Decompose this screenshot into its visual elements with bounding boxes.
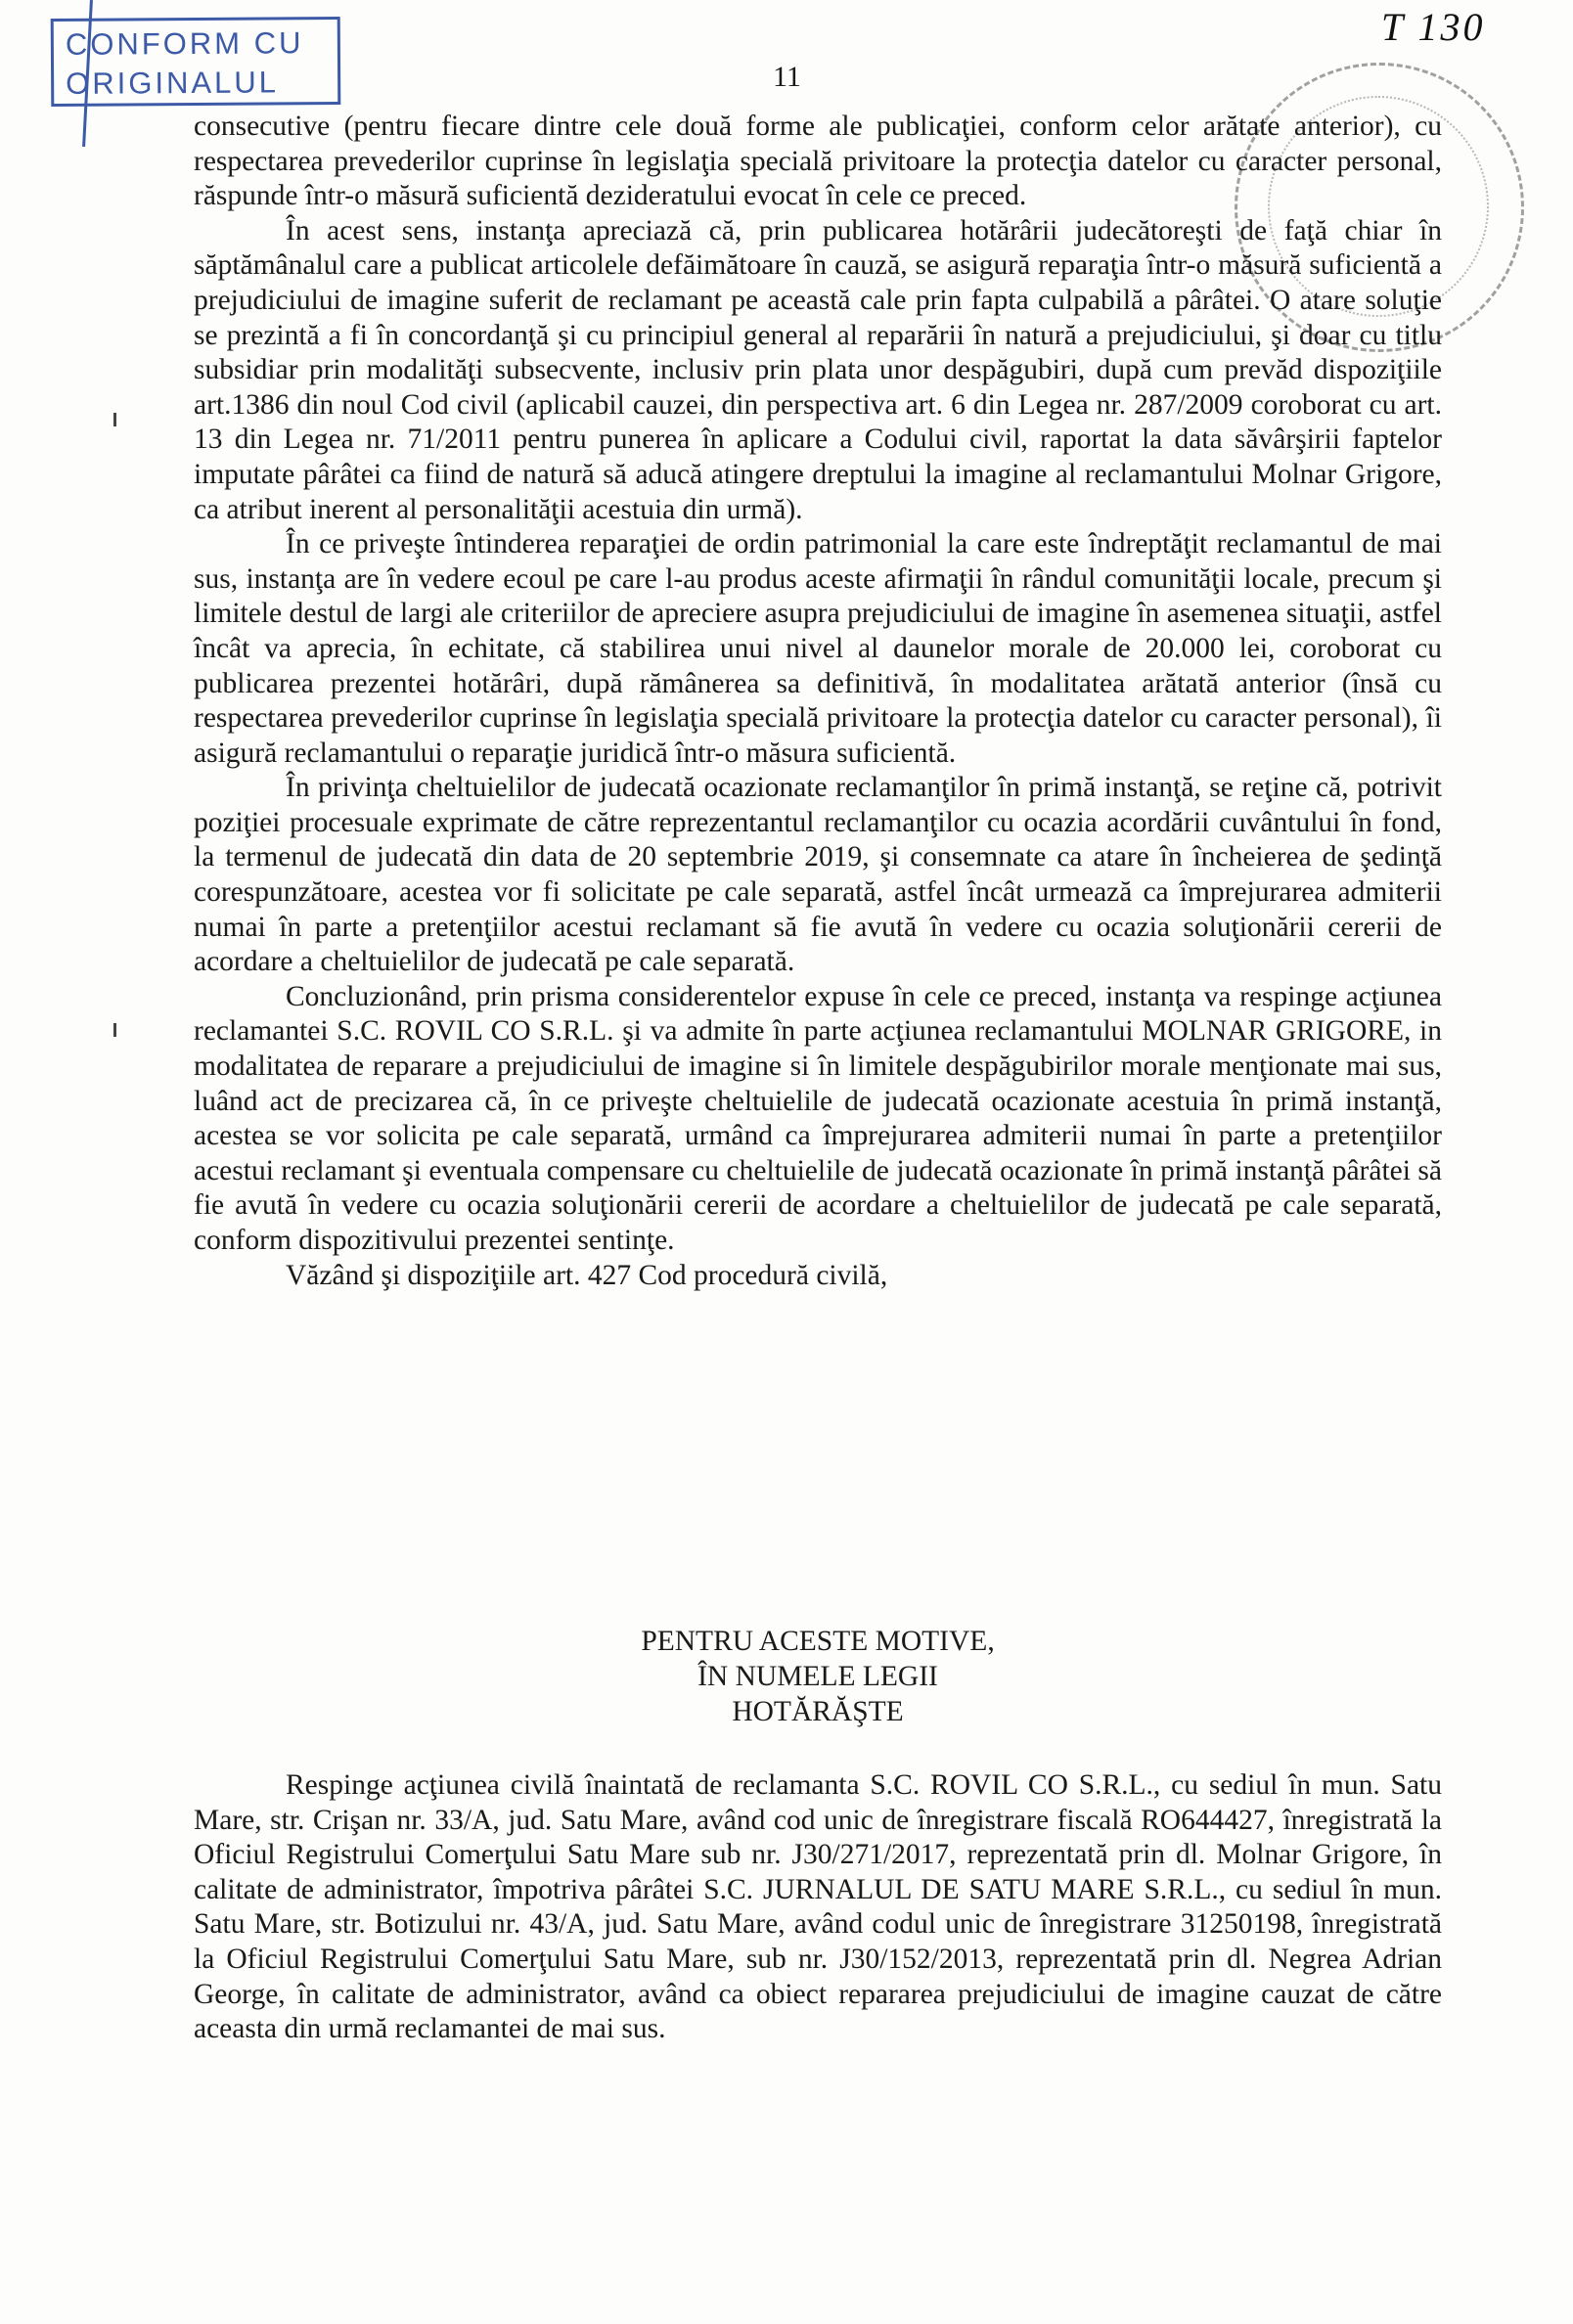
stamp-line-2: ORIGINALUL <box>66 65 280 101</box>
stamp-line-1: CONFORM CU <box>65 25 304 62</box>
paragraph-4: În privinţa cheltuielilor de judecată ocazionate reclamanţilor în primă instanţă, se reţine că, potrivit poziţiei procesuale exprimate de către reprezentantul reclamanţilor cu ocazia acordării cuvântului în fond, la termenul de judecată din data de 20 septembrie 2019, şi consemnate ca atare în încheierea de şedinţă corespunzătoare, acestea vor fi solicitate pe cale separată, astfel încât urmează ca împrejurarea admiterii numai în parte a pretenţiilor acestui reclamant să fie avută în vedere cu ocazia soluţionării cererii de acordare a cheltuielilor de judecată pe cale separată. <box>194 772 1442 978</box>
heading-line-3: HOTĂRĂŞTE <box>732 1696 904 1727</box>
heading-line-2: ÎN NUMELE LEGII <box>697 1661 938 1692</box>
paragraph-6: Văzând şi dispoziţiile art. 427 Cod procedură civilă, <box>286 1259 888 1291</box>
body-text <box>194 110 1442 1293</box>
decision-heading <box>194 1624 1442 1729</box>
heading-line-1: PENTRU ACESTE MOTIVE, <box>641 1626 995 1657</box>
margin-scan-mark <box>113 1023 116 1037</box>
conform-cu-originalul-stamp <box>51 17 341 107</box>
paragraph-5: Concluzionând, prin prisma considerentelor expuse în cele ce preced, instanţa va respinge acţiunea reclamantei S.C. ROVIL CO S.R.L. şi va admite în parte acţiunea reclamantului MOLNAR GRIGORE, in modalitatea de reparare a prejudiciului de imagine si în limitele despăgubirilor morale menţionate mai sus, luând act de precizarea că, în ce priveşte cheltuielile de judecată ocazionate acestuia în primă instanţă, acestea se vor solicita pe cale separată, urmând ca împrejurarea admiterii numai în parte a pretenţiilor acestui reclamant şi eventuala compensare cu cheltuielile de judecată ocazionate în primă instanţă pârâtei să fie avută în vedere cu ocazia soluţionării cererii de acordare a cheltuielilor de judecată pe cale separată, conform dispozitivului prezentei sentinţe. <box>194 980 1442 1256</box>
paragraph-1: consecutive (pentru fiecare dintre cele două forme ale publicaţiei, conform celor arătate anterior), cu respectarea prevederilor cuprinse în legislaţia specială privitoare la protecţia datelor cu caracter personal, răspunde într-o măsură suficientă dezideratului evocat în cele ce preced. <box>194 111 1442 212</box>
page-number: 11 <box>773 61 801 93</box>
margin-scan-mark <box>113 413 116 426</box>
operative-paragraph: Respinge acţiunea civilă înaintată de reclamanta S.C. ROVIL CO S.R.L., cu sediul în mun. Satu Mare, str. Crişan nr. 33/A, jud. Satu Mare, având cod unic de înregistrare fiscală RO644427, înregistrată la Oficiul Registrului Comerţului Satu Mare sub nr. J30/271/2017, reprezentată prin dl. Molnar Grigore, în calitate de administrator, împotriva pârâtei S.C. JURNALUL DE SATU MARE S.R.L., cu sediul în mun. Satu Mare, str. Botizului nr. 43/A, jud. Satu Mare, având codul unic de înregistrare 31250198, înregistrată la Oficiul Registrului Comerţului Satu Mare, sub nr. J30/152/2013, reprezentată prin dl. Negrea Adrian George, în calitate de administrator, având ca obiect repararea prejudiciului de imagine cauzat de către aceasta din urmă reclamantei de mai sus. <box>194 1769 1442 2045</box>
handwritten-note: T 130 <box>1381 5 1486 49</box>
paragraph-3: În ce priveşte întinderea reparaţiei de ordin patrimonial la care este îndreptăţit reclamantul de mai sus, instanţa are în vedere ecoul pe care l-au produs aceste afirmaţii în rândul comunităţii locale, precum şi limitele destul de largi ale criteriilor de apreciere asupra prejudiciului de imagine în asemenea situaţii, astfel încât va aprecia, în echitate, că stabilirea unui nivel al daunelor morale de 20.000 lei, coroborat cu publicarea prezentei hotărâri, după rămânerea sa definitivă, în modalitatea arătată anterior (însă cu respectarea prevederilor cuprinse în legislaţia specială privitoare la protecţia datelor cu caracter personal), îi asigură reclamantului o reparaţie juridică într-o măsura suficientă. <box>194 528 1442 769</box>
paragraph-2: În acest sens, instanţa apreciază că, prin publicarea hotărârii judecătoreşti de faţă chiar în săptămânalul care a publicat articolele defăimătoare în cauză, se asigură reparaţia într-o măsură suficientă a prejudiciului de imagine suferit de reclamant pe această cale prin fapta culpabilă a pârâtei. O atare soluţie se prezintă a fi în concordanţă şi cu principiul general al reparării în natură a prejudiciului, şi doar cu titlu subsidiar prin modalităţi subsecvente, inclusiv prin plata unor despăgubiri, după cum prevăd dispoziţiile art.1386 din noul Cod civil (aplicabil cauzei, din perspectiva art. 6 din Legea nr. 287/2009 coroborat cu art. 13 din Legea nr. 71/2011 pentru punerea în aplicare a Codului civil, raportat la data săvârşirii faptelor imputate pârâtei ca fiind de natură să aducă atingere dreptului la imagine al reclamantului Molnar Grigore, ca atribut inerent al personalităţii acestuia din urmă). <box>194 214 1442 525</box>
